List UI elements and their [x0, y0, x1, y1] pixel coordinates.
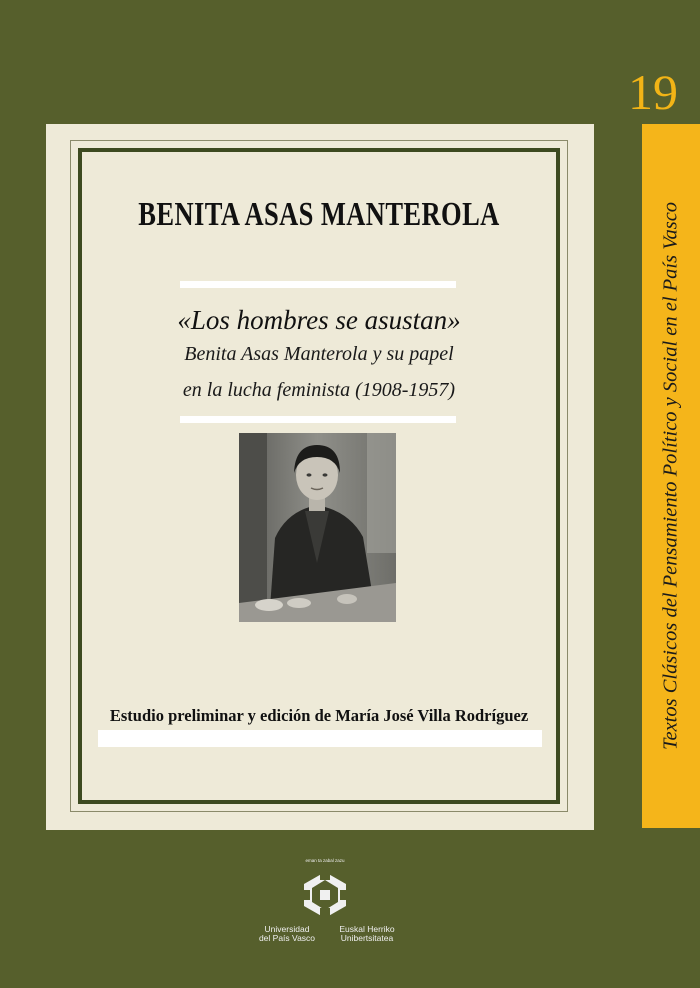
subtitle-line-1: Benita Asas Manterola y su papel	[184, 343, 454, 365]
book-title: «Los hombres se asustan»	[177, 305, 461, 335]
editor-rule	[98, 730, 542, 747]
publisher-motto: eman ta zabal zazu	[305, 858, 345, 863]
collection-title: Textos Clásicos del Pensamiento Político y Social en el País Vasco	[659, 201, 682, 751]
publisher-name-es	[254, 925, 320, 943]
title-rule-bottom	[180, 416, 456, 423]
collection-spine-band	[642, 124, 700, 828]
author-name: BENITA ASAS MANTEROLA	[138, 196, 500, 233]
subtitle-line-2: en la lucha feminista (1908-1957)	[182, 379, 456, 401]
publisher-name-es-line1: Universidad	[264, 924, 310, 934]
series-number: 19	[628, 64, 678, 120]
publisher-name-eu-line1: Euskal Herriko	[339, 924, 395, 934]
publisher-logo	[250, 858, 400, 958]
author-portrait-photo	[239, 433, 396, 622]
portrait-illustration	[239, 433, 396, 622]
publisher-name-eu	[334, 925, 400, 943]
publisher-name-es-line2: del País Vasco	[258, 933, 316, 943]
title-rule-top	[180, 281, 456, 288]
university-emblem-icon	[298, 866, 352, 922]
editor-credit: Estudio preliminar y edición de María José Villa Rodríguez	[109, 706, 529, 725]
publisher-name-eu-line2: Unibertsitatea	[340, 933, 394, 943]
